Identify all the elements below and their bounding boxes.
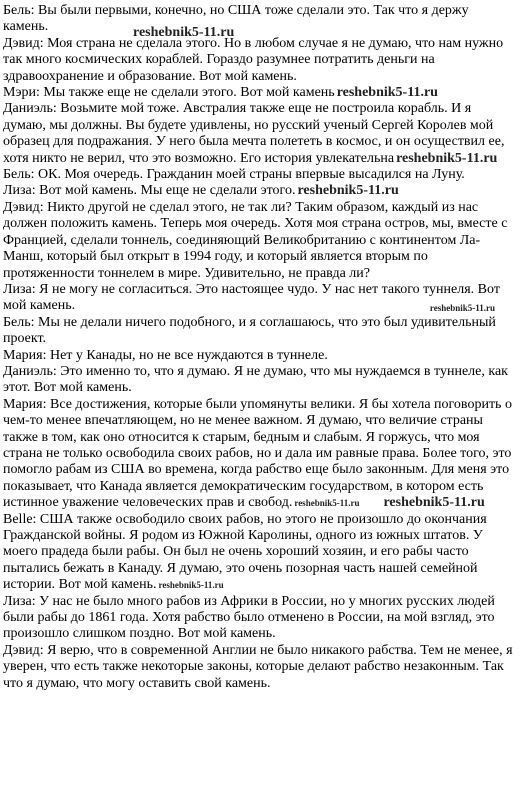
paragraph-text: Даниэль: Возьмите мой тоже. Австралия также еще не построила корабль. И я думаю, мы должны. Вы будете удивлены, но русский ученый Сергей Королев мой образец для подражания. У него была мечта полететь в космос, и он осуществил ее, хотя никто не верил, что это возможно. Его история увлекательна: [3, 101, 505, 166]
paragraph-2: [3, 36, 517, 85]
watermark: reshebnik5-11.ru: [429, 302, 495, 313]
paragraph-1: [3, 3, 517, 36]
paragraph-8: [3, 282, 517, 315]
paragraph-15: [3, 643, 517, 692]
watermark: reshebnik5-11.ru: [133, 25, 235, 40]
paragraph-13: [3, 512, 517, 594]
watermark: reshebnik5-11.ru: [297, 183, 399, 199]
paragraph-3: [3, 85, 517, 101]
paragraph-text: Дэвид: Никто другой не сделал этого, не так ли? Таким образом, каждый из нас должен положить камень. Теперь моя очередь. Хотя моя страна остров, мы, вместе с Францией, сделали тоннель, соединяющий Великобританию с континентом Ла-Манш, который был открыт в 1994 году, и который является вторым по протяженности тоннелем в мире. Удивительно, не правда ли?: [3, 199, 508, 281]
paragraph-14: [3, 594, 517, 643]
paragraph-text: Мэри: Мы также еще не сделали этого. Вот мой камень: [3, 85, 335, 101]
paragraph-10: [3, 348, 517, 364]
paragraph-11: [3, 364, 517, 397]
paragraph-7: [3, 200, 517, 282]
paragraph-5: [3, 167, 517, 183]
watermark: reshebnik5-11.ru: [336, 85, 438, 101]
paragraph-text: Belle: США также освободило своих рабов, но этого не произошло до окончания Гражданской войны. Я родом из Южной Каролины, одного из южных штатов. У моего прадеда были рабы. Он был не очень хороший хозяин, и его рабы часто пытались бежать в Канаду. Я думаю, это очень позорная часть нашей семейной истории. Вот мой камень.: [3, 511, 487, 593]
watermark: reshebnik5-11.ru: [294, 498, 360, 509]
paragraph-text: Мария: Все достижения, которые были упомянуты велики. Я бы хотела поговорить о чем-то менее впечатляющем, но не менее важном. Я думаю, что величие страны также в том, как оно относится к старым, бедным и слабым. Я горжусь, что моя страна не только освободила своих рабов, но и дала им равные права. Более того, это помогло рабам из США во времена, когда рабство еще было законным. Для меня это показывает, что Канада является демократическим государством, в котором есть истинное уважение человеческих прав и свобод.: [3, 396, 512, 511]
paragraph-6: [3, 183, 517, 199]
document-text: [3, 3, 517, 692]
watermark: reshebnik5-11.ru: [396, 150, 498, 166]
paragraph-text: Лиза: Я не могу не согласиться. Это настоящее чудо. У нас нет такого туннеля. Вот мой камень.: [3, 281, 500, 314]
paragraph-4: [3, 101, 517, 167]
paragraph-text: Мария: Нет у Канады, но не все нуждаются в туннеле.: [3, 347, 328, 363]
paragraph-text: Даниэль: Это именно то, что я думаю. Я не думаю, что мы нуждаемся в туннеле, как этот. Вот мой камень.: [3, 363, 508, 396]
paragraph-text: Бель: Вы были первыми, конечно, но США тоже сделали это. Так что я держу камень.: [3, 3, 469, 35]
paragraph-text: Лиза: Вот мой камень. Мы еще не сделали этого.: [3, 183, 296, 199]
paragraph-text: Лиза: У нас не было много рабов из Африки в России, но у многих русских людей были рабы до 1861 года. Хотя рабство было отменено в России, на мой взгляд, это произошло слишком поздно. Вот мой камень.: [3, 593, 495, 642]
paragraph-text: Бель: ОК. Моя очередь. Гражданин моей страны впервые высадился на Луну.: [3, 167, 465, 183]
paragraph-text: Дэвид: Я верю, что в современной Англии не было никакого рабства. Тем не менее, я уверен, что есть также некоторые законы, которые делают рабство незаконным. Так что я думаю, что могу оставить свой камень.: [3, 642, 513, 691]
watermark: reshebnik5-11.ru: [158, 580, 224, 591]
paragraph-text: Дэвид: Моя страна не сделала этого. Но в любом случае я не думаю, что нам нужно так много космических кораблей. Гораздо разумнее потратить деньги на здравоохранение и образование. Вот мой камень.: [3, 35, 504, 84]
paragraph-9: [3, 315, 517, 348]
paragraph-12: [3, 397, 517, 512]
paragraph-text: Бель: Мы не делали ничего подобного, и я соглашаюсь, что это был удивительный проект.: [3, 314, 496, 347]
watermark: reshebnik5-11.ru: [383, 495, 485, 511]
